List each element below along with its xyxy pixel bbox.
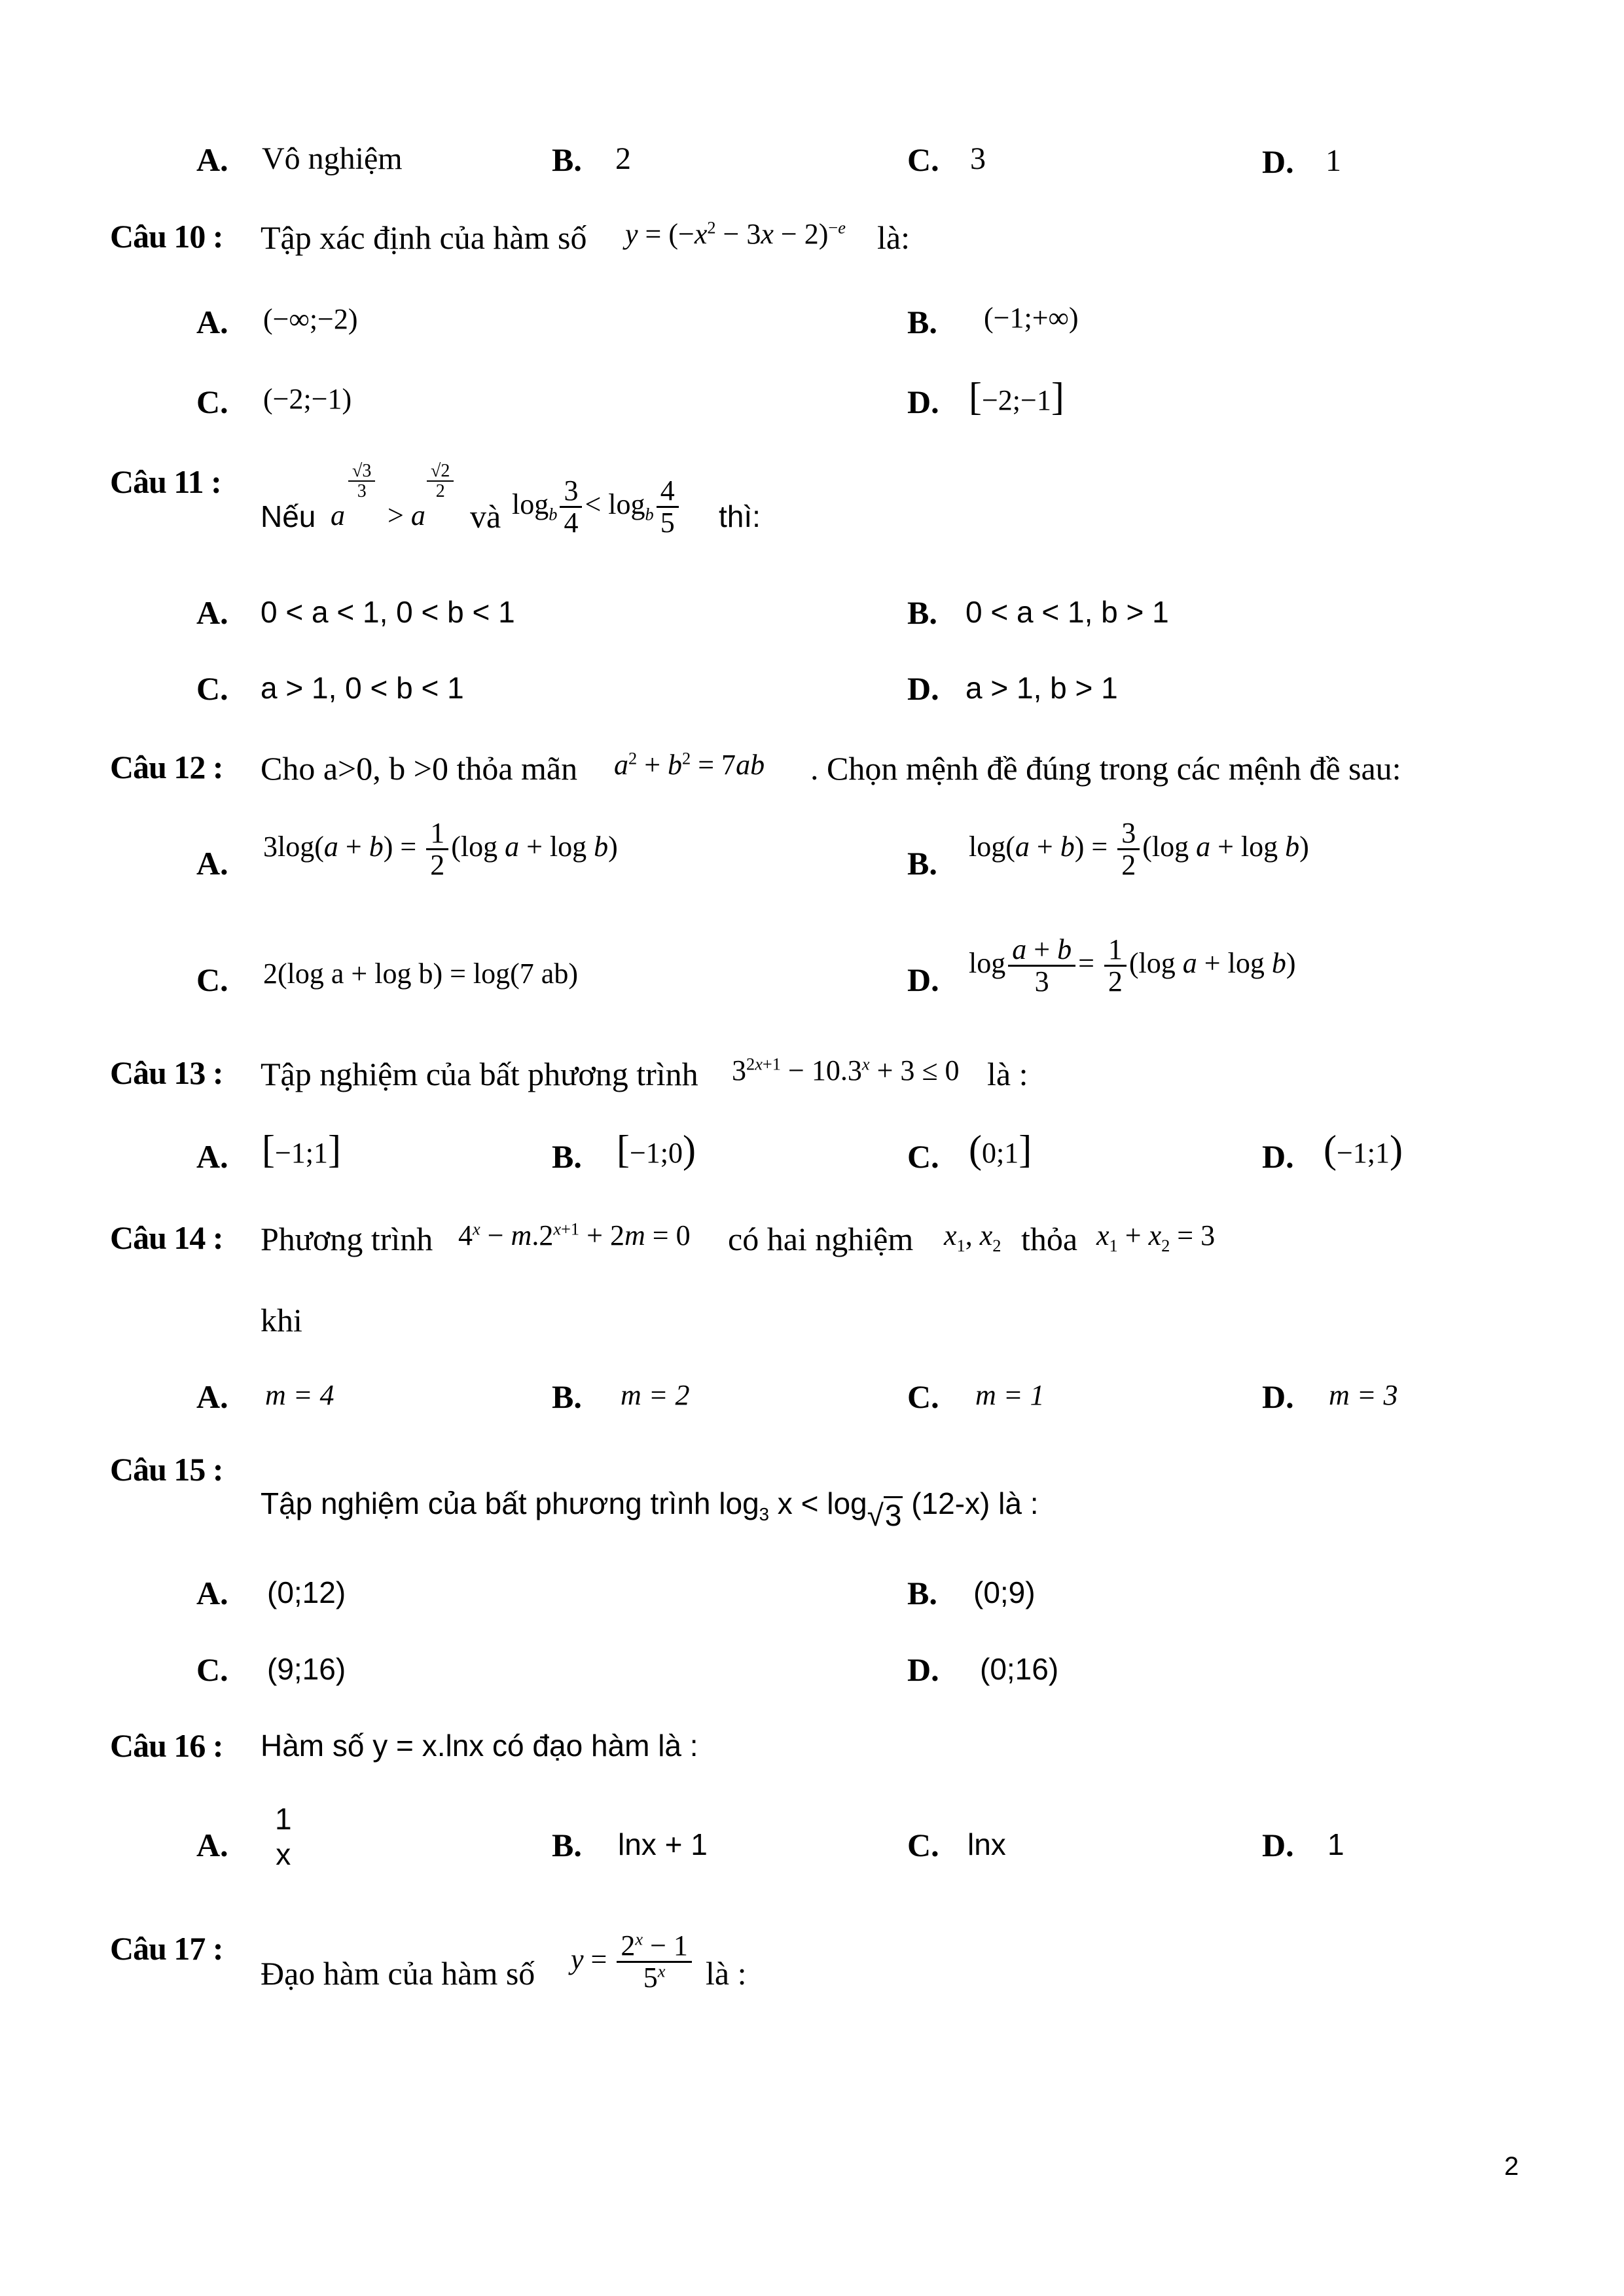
q15-option-b-value: (0;9) bbox=[973, 1575, 1036, 1609]
q13-option-c-formula: (0;1] bbox=[969, 1128, 1032, 1171]
q13-option-a-formula: [−1;1] bbox=[262, 1128, 342, 1171]
q10-option-d-letter[interactable]: D. bbox=[907, 384, 939, 420]
q15-text-mid: x < log bbox=[769, 1486, 867, 1520]
q10-label: Câu 10 : bbox=[110, 218, 223, 255]
q11-exp-2: $\frac{√2}{2}$ bbox=[424, 461, 456, 501]
q10-option-a-value: (−∞;−2) bbox=[263, 303, 358, 335]
q10-text: Tập xác định của hàm số bbox=[261, 219, 587, 256]
q12-option-c-letter[interactable]: C. bbox=[196, 961, 228, 998]
q15-text-line: Tập nghiệm của bất phương trình $\log_3 x < \log√3$ (12-x) là : bbox=[261, 1486, 1039, 1532]
q9-option-d-letter[interactable]: D. bbox=[1262, 143, 1294, 180]
q13-option-c-value: 0;1 bbox=[981, 1137, 1019, 1169]
q14-roots: $x_1$, $x_2$ bbox=[944, 1219, 1001, 1255]
q11-text: Nếu bbox=[261, 499, 316, 533]
q13-text-end: là : bbox=[987, 1056, 1028, 1092]
q11-text-mid: và bbox=[470, 498, 501, 535]
q13-option-d-letter[interactable]: D. bbox=[1262, 1138, 1294, 1175]
q14-option-d-letter[interactable]: D. bbox=[1262, 1378, 1294, 1415]
q11-formula-1: a bbox=[331, 499, 345, 531]
q15-option-c-value: (9;16) bbox=[267, 1652, 346, 1686]
q11-option-a-value: 0 < a < 1, 0 < b < 1 bbox=[261, 595, 515, 629]
q10-option-d-formula: [−2;−1] bbox=[969, 375, 1064, 418]
q16-option-a-formula bbox=[268, 1803, 298, 1871]
q9-option-d-value: 1 bbox=[1326, 143, 1341, 178]
q17-label: Câu 17 : bbox=[110, 1930, 223, 1967]
q12-label: Câu 12 : bbox=[110, 749, 223, 785]
q9-option-b-letter[interactable]: B. bbox=[552, 141, 582, 178]
q11-option-d-value: a > 1, b > 1 bbox=[965, 671, 1118, 705]
q16-option-c-value: lnx bbox=[967, 1827, 1006, 1861]
q10-option-c-letter[interactable]: C. bbox=[196, 384, 228, 420]
q14-text-line2: khi bbox=[261, 1302, 302, 1338]
q12-option-c-value: 2(log a + log b) = log(7 ab) bbox=[263, 958, 578, 990]
q10-option-b-letter[interactable]: B. bbox=[907, 304, 937, 340]
q15-sqrt3: √3 bbox=[867, 1498, 903, 1533]
q13-formula: $3^{2x+1} - 10.3^x + 3 \le 0$ bbox=[732, 1054, 960, 1086]
q17-text: Đạo hàm của hàm số bbox=[261, 1955, 535, 1992]
q12-option-a-letter[interactable]: A. bbox=[196, 845, 228, 882]
q9-option-a-value: Vô nghiệm bbox=[262, 141, 403, 176]
q9-option-b-value: 2 bbox=[615, 141, 631, 176]
q15-label: Câu 15 : bbox=[110, 1451, 223, 1488]
q16-option-c-letter[interactable]: C. bbox=[907, 1827, 939, 1863]
q15-option-c-letter[interactable]: C. bbox=[196, 1651, 228, 1688]
q13-label: Câu 13 : bbox=[110, 1054, 223, 1091]
q16-option-b-value: lnx + 1 bbox=[618, 1827, 708, 1861]
q9-option-a-letter[interactable]: A. bbox=[196, 141, 228, 178]
q15-option-d-value: (0;16) bbox=[980, 1652, 1059, 1686]
q12-text-end: . Chọn mệnh đề đúng trong các mệnh đề sau: bbox=[810, 750, 1401, 787]
q14-option-c-value: m = 1 bbox=[975, 1379, 1045, 1411]
q16-option-d-value: 1 bbox=[1327, 1827, 1344, 1861]
q16-text: Hàm số y = x.lnx có đạo hàm là : bbox=[261, 1729, 698, 1763]
q13-option-b-value: −1;0 bbox=[629, 1137, 683, 1169]
q15-text: Tập nghiệm của bất phương trình log bbox=[261, 1486, 759, 1520]
q14-condition: $x_1 + x_2 = 3$ bbox=[1096, 1219, 1216, 1255]
q11-text-end: thì: bbox=[719, 499, 761, 533]
page-number: 2 bbox=[1504, 2152, 1519, 2181]
q14-option-b-letter[interactable]: B. bbox=[552, 1378, 582, 1415]
q15-option-a-value: (0;12) bbox=[267, 1575, 346, 1609]
q13-option-b-letter[interactable]: B. bbox=[552, 1138, 582, 1175]
q17-formula: y = $\frac{2^x - 1}{5^x}$ bbox=[571, 1931, 695, 1993]
q16-option-a-den: x bbox=[276, 1837, 291, 1872]
q13-option-d-value: −1;1 bbox=[1336, 1137, 1390, 1169]
q11-option-d-letter[interactable]: D. bbox=[907, 670, 939, 707]
q15-text-end: (12-x) là : bbox=[903, 1486, 1039, 1520]
q10-option-b-value: (−1;+∞) bbox=[984, 302, 1079, 334]
q13-text: Tập nghiệm của bất phương trình bbox=[261, 1056, 698, 1092]
q14-option-a-letter[interactable]: A. bbox=[196, 1378, 228, 1415]
q13-option-d-formula: (−1;1) bbox=[1324, 1128, 1403, 1171]
q14-equation: $4^x - m.2^{x+1} + 2m = 0$ bbox=[458, 1219, 691, 1251]
q16-label: Câu 16 : bbox=[110, 1727, 223, 1764]
q15-option-b-letter[interactable]: B. bbox=[907, 1575, 937, 1611]
q17-text-end: là : bbox=[706, 1955, 747, 1992]
q12-option-d-letter[interactable]: D. bbox=[907, 961, 939, 998]
q16-option-a-num: 1 bbox=[275, 1802, 292, 1836]
q9-option-c-letter[interactable]: C. bbox=[907, 141, 939, 178]
q16-option-d-letter[interactable]: D. bbox=[1262, 1827, 1294, 1863]
q13-option-a-value: −1;1 bbox=[274, 1137, 329, 1169]
q15-option-a-letter[interactable]: A. bbox=[196, 1575, 228, 1611]
q14-text-mid: có hai nghiệm bbox=[728, 1221, 914, 1257]
q16-option-b-letter[interactable]: B. bbox=[552, 1827, 582, 1863]
q12-text: Cho a>0, b >0 thỏa mãn bbox=[261, 750, 578, 787]
q11-option-c-value: a > 1, 0 < b < 1 bbox=[261, 671, 464, 705]
q13-option-a-letter[interactable]: A. bbox=[196, 1138, 228, 1175]
q14-option-c-letter[interactable]: C. bbox=[907, 1378, 939, 1415]
q10-option-d-value: −2;−1 bbox=[981, 384, 1051, 416]
q14-option-a-value: m = 4 bbox=[265, 1379, 334, 1411]
q10-formula: $y = (-x^2 - 3x - 2)^{-e}$ bbox=[625, 217, 846, 250]
q12-option-d-formula: log $\frac{a + b}{3}$ = $\frac{1}{2}$ (log a + log b) bbox=[969, 933, 1296, 998]
q12-formula: $a^2 + b^2 = 7ab$ bbox=[614, 748, 765, 781]
q10-text-end: là: bbox=[877, 219, 910, 256]
q11-option-c-letter[interactable]: C. bbox=[196, 670, 228, 707]
q14-text: Phương trình bbox=[261, 1221, 433, 1257]
q13-option-c-letter[interactable]: C. bbox=[907, 1138, 939, 1175]
q11-formula-gt: > a bbox=[388, 499, 425, 531]
q12-option-b-letter[interactable]: B. bbox=[907, 845, 937, 882]
q14-option-b-value: m = 2 bbox=[621, 1379, 690, 1411]
q9-option-c-value: 3 bbox=[970, 141, 986, 176]
q11-option-b-value: 0 < a < 1, b > 1 bbox=[965, 595, 1169, 629]
q11-formula-2: $\log_b$ $\frac{3}{4}$ < $\log_b$ $\frac{4}{5}$ bbox=[512, 476, 681, 538]
q11-label: Câu 11 : bbox=[110, 463, 221, 500]
q11-option-a-letter[interactable]: A. bbox=[196, 594, 228, 631]
q14-option-d-value: m = 3 bbox=[1329, 1379, 1398, 1411]
q10-option-a-letter[interactable]: A. bbox=[196, 304, 228, 340]
q16-option-a-letter[interactable]: A. bbox=[196, 1827, 228, 1863]
q11-exp-1: $\frac{√3}{3}$ bbox=[346, 461, 378, 501]
q14-label: Câu 14 : bbox=[110, 1219, 223, 1256]
q10-option-c-value: (−2;−1) bbox=[263, 383, 352, 415]
q13-option-b-formula: [−1;0) bbox=[617, 1128, 696, 1171]
q11-option-b-letter[interactable]: B. bbox=[907, 594, 937, 631]
q12-option-b-formula: log(a + b) = $\frac{3}{2}$ (log a + log b) bbox=[969, 817, 1309, 882]
q14-text-mid2: thỏa bbox=[1021, 1221, 1078, 1257]
q12-option-a-formula: 3log(a + b) = $\frac{1}{2}$ (log a + log b) bbox=[263, 817, 618, 882]
q15-option-d-letter[interactable]: D. bbox=[907, 1651, 939, 1688]
